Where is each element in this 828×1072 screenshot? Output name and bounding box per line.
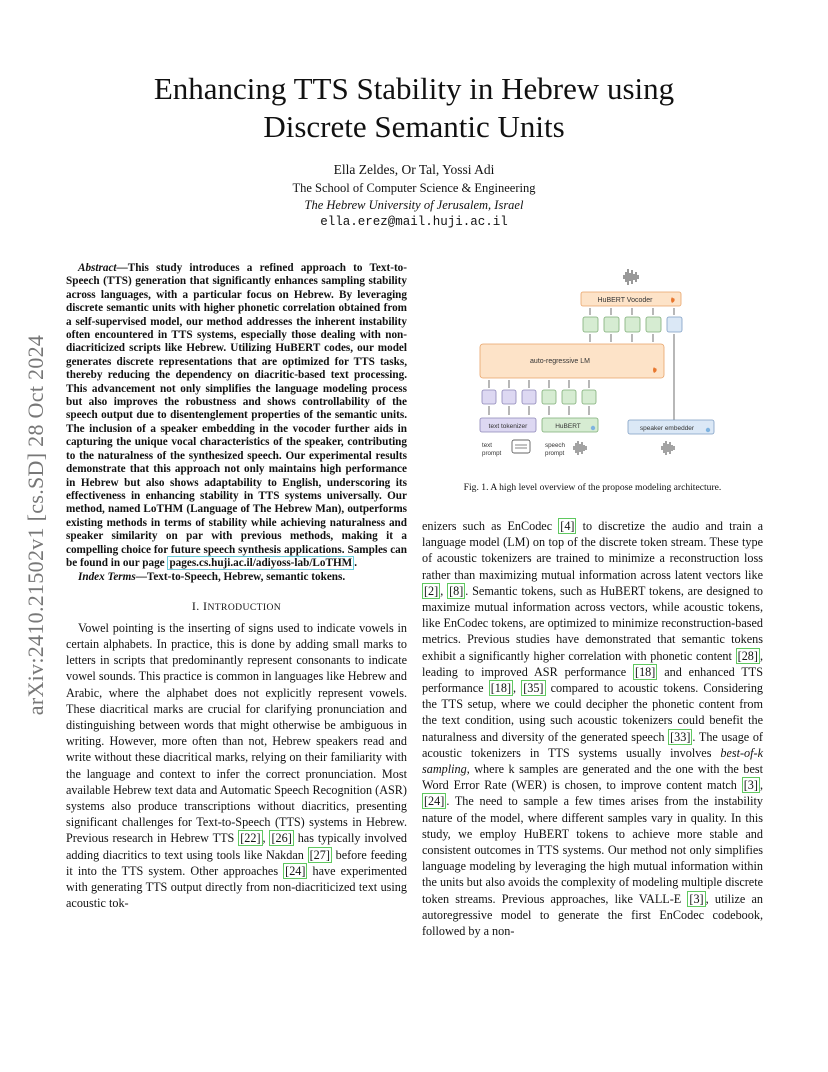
emphasis-text: best-of-k sampling xyxy=(422,745,763,777)
text-run: compared to acoustic tokens. Considering the TTS setup, where we could decipher the phonetic content from the text condition, using such acoustic tokenizers could benefit the naturalness and diversity of the generated speech xyxy=(422,681,764,744)
university: The Hebrew University of Jerusalem, Israel xyxy=(304,198,524,212)
figure-caption: Fig. 1. A high level overview of the propose modeling architecture. xyxy=(463,482,722,493)
text-token xyxy=(502,390,516,404)
speech-token xyxy=(542,390,556,404)
output-token-row xyxy=(583,317,682,332)
output-token xyxy=(604,317,619,332)
citation-link[interactable]: [24] xyxy=(285,863,306,878)
affiliation: The School of Computer Science & Engineering xyxy=(292,181,536,195)
speech-prompt-line2: prompt xyxy=(545,450,565,457)
intro-paragraph-continued xyxy=(422,518,763,939)
text-prompt-line1: text xyxy=(482,442,492,449)
text-token xyxy=(522,390,536,404)
abstract-body: —This study introduces a refined approach to Text-to-Speech (TTS) generation that significantly enhances sampling stability across languages, with a particular focus on Hebrew. By leveraging discrete semantic units with higher phonetic correlation obtained from a self-supervised model, our method addresses the inherent instability often encountered in TTS systems, especially those dealing with non-diacriticized scripts like Hebrew. Utilizing HuBERT codes, our model generates discrete representations that are optimized for TTS tasks, thereby reducing the dependency on diacritic-based text processing. This advancement not only simplifies the language modeling process but also improves the robustness and shows controllability of the speech output due to disentenglement properties of the semantic units. The inclusion of a speaker embedding in the vocoder further aids in capturing the unique vocal characteristics of the speaker, contributing to the naturalness of the synthesized speech. Our experimental results demonstrate that this approach not only maintains high performance in Hebrew but also shows adaptability to English, underscoring its effectiveness in enhancing stability in TTS systems universally. Our method, named LoTHM (Language of The Hebrew Man), outperforms existing methods in terms of stability while achieving naturalness and speaker similarity on par with previous methods, making it a compelling choice for future speech synthesis applications. Samples can be found in our page xyxy=(66,262,407,569)
vocoder-arrows xyxy=(590,308,674,315)
text-run: and enhanced TTS performance xyxy=(422,664,764,696)
index-terms-lead: Index Terms xyxy=(78,571,136,584)
title-line-1: Enhancing TTS Stability in Hebrew using xyxy=(153,71,675,106)
document-icon xyxy=(512,440,530,453)
citation-link[interactable]: [22] xyxy=(240,831,261,846)
text-run: , xyxy=(440,583,448,598)
index-terms xyxy=(66,571,407,584)
hubert-label: HuBERT xyxy=(555,423,581,430)
lm-input-arrows xyxy=(489,380,589,388)
text-token xyxy=(482,390,496,404)
author-email[interactable]: ella.erez@mail.huji.ac.il xyxy=(320,215,508,229)
intro-paragraph xyxy=(66,620,407,912)
section-heading-introduction xyxy=(66,599,407,614)
text-prompt-line2: prompt xyxy=(482,450,502,457)
text-run: . The usage of acoustic tokenizers in TTS systems usually involves xyxy=(422,729,763,760)
waveform-icon xyxy=(574,441,586,455)
text-run: before feeding it into the TTS system. Other approaches xyxy=(66,847,407,878)
text-run: , xyxy=(262,831,270,846)
output-token xyxy=(646,317,661,332)
paper-title xyxy=(0,70,828,146)
citation-link[interactable]: [3] xyxy=(743,778,758,793)
citation-link[interactable]: [26] xyxy=(271,831,292,846)
section-numeral: I. I xyxy=(191,598,208,613)
text-run: , xyxy=(759,778,763,793)
lm-output-arrows xyxy=(590,334,653,342)
citation-link[interactable]: [2] xyxy=(424,583,439,598)
speech-token xyxy=(582,390,596,404)
text-run: Vowel pointing is the inserting of signs used to indicate vowels in certain alphabets. In practice, this is done by adding small marks to letters in scripts that predominantly represent consonants to indicate vowel sounds. This practice is common in languages like Hebrew and Arabic, where the alphabet does not explicitly represent vowels. These diacritical marks are crucial for clarifying pronunciation and distinguishing between words that might otherwise be ambiguous in writing. However, more often than not, Hebrew speakers read and write without these diacritical marks, relying on their familiarity with the language and context to infer the correct pronunciation. Most available Hebrew text data and Automatic Speech Recognition (ASR) systems also produce transcriptions without diacritics, presenting significant challenges for Text-to-Speech (TTS) systems in Hebrew. Previous research in Hebrew TTS xyxy=(66,620,407,846)
text-run: , xyxy=(513,681,522,696)
text-run: has typically involved adding diacritics to text using tools like Nakdan xyxy=(66,831,408,862)
snowflake-icon xyxy=(706,428,710,432)
input-token-row xyxy=(482,390,596,404)
citation-link[interactable]: [4] xyxy=(560,519,575,533)
abstract-end: . xyxy=(354,556,358,569)
text-run: , leading to improved ASR performance xyxy=(422,648,763,679)
waveform-icon xyxy=(662,441,674,455)
waveform-icon xyxy=(624,269,638,285)
samples-link[interactable]: pages.cs.huji.ac.il/adiyoss-lab/LoTHM xyxy=(169,556,353,569)
citation-link[interactable]: [18] xyxy=(635,664,656,679)
citation-link[interactable]: [33] xyxy=(670,729,691,744)
text-tokenizer-label: text tokenizer xyxy=(488,423,528,430)
section-word: NTRODUCTION xyxy=(207,601,282,613)
tokenizer-arrows xyxy=(489,406,589,415)
output-token xyxy=(625,317,640,332)
vocoder-label: HuBERT Vocoder xyxy=(597,297,653,304)
citation-link[interactable]: [35] xyxy=(523,681,544,696)
abstract xyxy=(66,262,407,570)
text-run: to discretize the audio and train a language model (LM) on top of the discrete token stream. These type of acoustic tokenizers are trained to minimize a reconstruction loss rather than maximizing mutual information across latent vectors like xyxy=(422,519,763,582)
output-token xyxy=(583,317,598,332)
text-run: enizers such as EnCodec xyxy=(422,519,559,533)
left-column xyxy=(66,262,407,911)
citation-link[interactable]: [3] xyxy=(689,891,704,906)
citation-link[interactable]: [8] xyxy=(449,583,464,598)
citation-link[interactable]: [27] xyxy=(309,847,330,862)
citation-link[interactable]: [28] xyxy=(737,648,758,663)
authors: Ella Zeldes, Or Tal, Yossi Adi xyxy=(333,162,495,177)
text-run: . Semantic tokens, such as HuBERT tokens, are designed to maximize mutual information across vectors, while acoustic tokens, like EnCodec tokens, are optimized to minimize reconstruction-based metrics. Previous studies have demonstrated that semantic tokens exhibit a significantly higher correlation with phonetic content xyxy=(422,583,763,663)
architecture-diagram xyxy=(470,262,720,472)
text-run: , utilize an autoregressive model to generate the first EnCodec codebook, followed by a non- xyxy=(422,891,763,939)
speaker-token xyxy=(667,317,682,332)
text-run: , where k samples are generated and the one with the best Word Error Rate (WER) is chosen, to improve content match xyxy=(422,762,763,793)
arxiv-stamp-text: arXiv:2410.21502v1 [cs.SD] 28 Oct 2024 xyxy=(23,334,49,716)
speech-token xyxy=(562,390,576,404)
text-run: . The need to sample a few times arises from the instability nature of the model, where different samples vary in quality. In this study, we employ HuBERT tokens to achieve more stable and consistent outcomes in TTS systems. Our method not only simplifies language modeling by leveraging the high mutual information within the units but also avoids the complexity of modeling multiple discrete token streams. Previous approaches, like VALL-E xyxy=(422,794,763,906)
citation-link[interactable]: [18] xyxy=(490,681,512,696)
lm-label: auto-regressive LM xyxy=(530,358,590,365)
text-run: have experimented with generating TTS output directly from non-diacriticized text using acoustic tok- xyxy=(66,863,407,911)
index-terms-body: —Text-to-Speech, Hebrew, semantic tokens. xyxy=(135,571,346,584)
right-column xyxy=(422,518,763,939)
citation-link[interactable]: [24] xyxy=(424,794,445,809)
speech-prompt-line1: speech xyxy=(545,442,565,449)
abstract-lead: Abstract xyxy=(78,262,117,274)
speaker-embedder-label: speaker embedder xyxy=(639,425,695,432)
title-line-2: Discrete Semantic Units xyxy=(263,109,565,144)
snowflake-icon xyxy=(591,426,595,430)
architecture-figure xyxy=(470,262,720,472)
arxiv-stamp xyxy=(4,290,68,760)
